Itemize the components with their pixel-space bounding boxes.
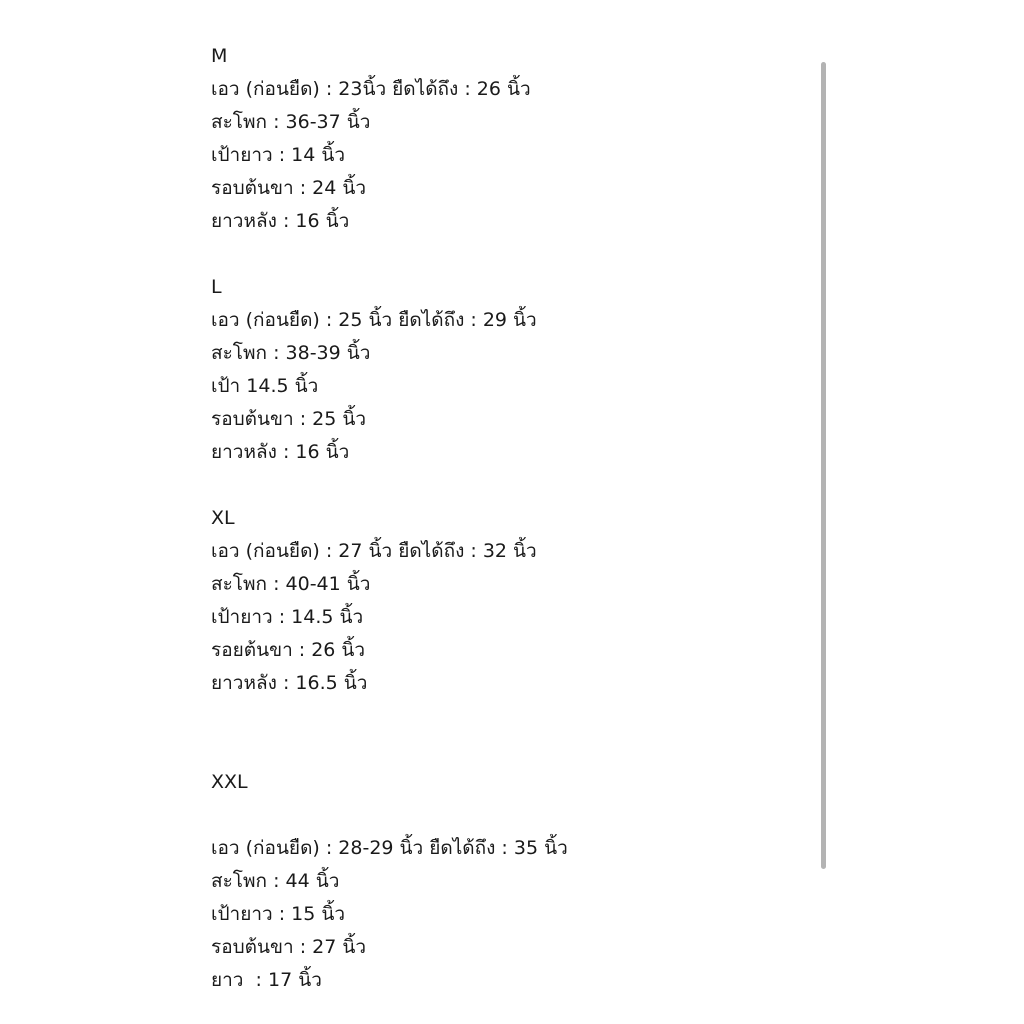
blank-line xyxy=(211,238,801,271)
size-xxl-hip: สะโพก : 44 นิ้ว xyxy=(211,870,340,892)
size-heading-l: L xyxy=(211,276,222,298)
size-m-hip: สะโพก : 36-37 นิ้ว xyxy=(211,111,371,133)
size-m-back-length: ยาวหลัง : 16 นิ้ว xyxy=(211,210,350,232)
size-xl-thigh: รอยต้นขา : 26 นิ้ว xyxy=(211,639,366,661)
blank-line xyxy=(211,469,801,502)
size-l-thigh: รอบต้นขา : 25 นิ้ว xyxy=(211,408,367,430)
size-heading-xl: XL xyxy=(211,507,235,529)
blank-line xyxy=(211,799,801,832)
size-heading-m: M xyxy=(211,45,228,67)
size-l-waist: เอว (ก่อนยืด) : 25 นิ้ว ยืดได้ถึง : 29 นิ้ว xyxy=(211,309,537,331)
size-xxl-rise: เป้ายาว : 15 นิ้ว xyxy=(211,903,346,925)
size-xl-waist: เอว (ก่อนยืด) : 27 นิ้ว ยืดได้ถึง : 32 นิ้ว xyxy=(211,540,537,562)
size-xl-back-length: ยาวหลัง : 16.5 นิ้ว xyxy=(211,672,368,694)
size-l-rise: เป้า 14.5 นิ้ว xyxy=(211,375,319,397)
size-xxl-waist: เอว (ก่อนยืด) : 28-29 นิ้ว ยืดได้ถึง : 35 นิ้ว xyxy=(211,837,568,859)
blank-line xyxy=(211,700,801,766)
size-chart-note xyxy=(211,40,801,997)
vertical-scrollbar[interactable] xyxy=(821,62,826,869)
size-l-hip: สะโพก : 38-39 นิ้ว xyxy=(211,342,371,364)
size-heading-xxl: XXL xyxy=(211,771,248,793)
size-l-back-length: ยาวหลัง : 16 นิ้ว xyxy=(211,441,350,463)
size-m-waist: เอว (ก่อนยืด) : 23นิ้ว ยืดได้ถึง : 26 นิ้ว xyxy=(211,78,531,100)
size-xl-rise: เป้ายาว : 14.5 นิ้ว xyxy=(211,606,364,628)
size-xl-hip: สะโพก : 40-41 นิ้ว xyxy=(211,573,371,595)
size-xxl-thigh: รอบต้นขา : 27 นิ้ว xyxy=(211,936,367,958)
size-m-rise: เป้ายาว : 14 นิ้ว xyxy=(211,144,346,166)
size-m-thigh: รอบต้นขา : 24 นิ้ว xyxy=(211,177,367,199)
size-xxl-length: ยาว : 17 นิ้ว xyxy=(211,969,322,991)
